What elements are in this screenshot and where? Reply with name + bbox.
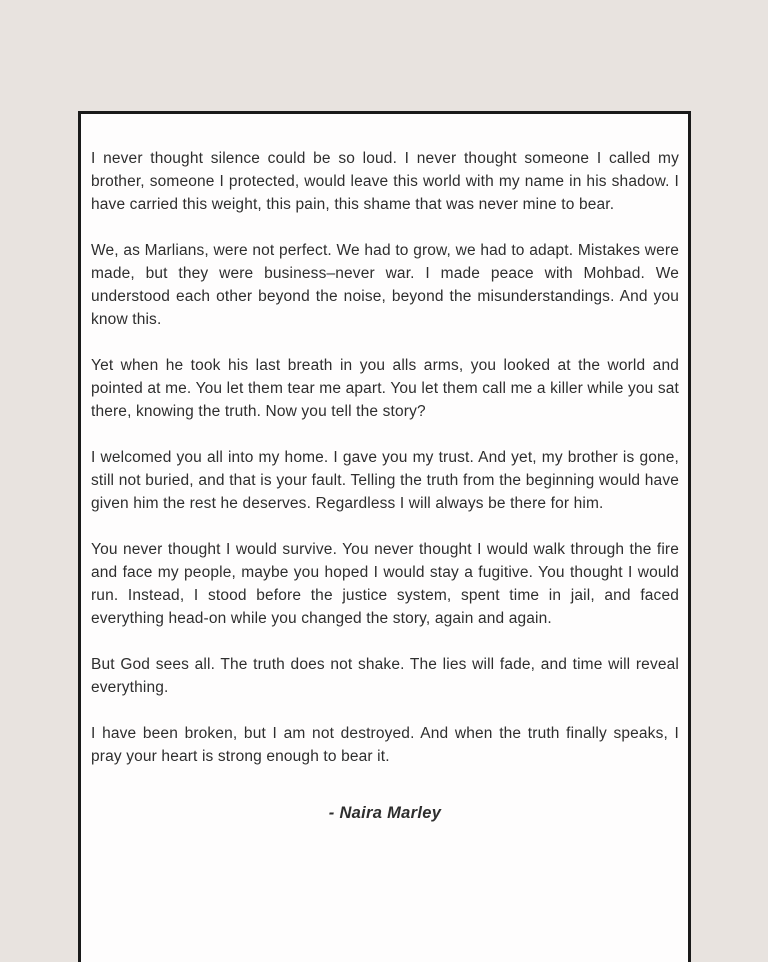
letter-paragraph: I never thought silence could be so loud. I never thought someone I called my brother, someone I protected, would leave this world with my name in his shadow. I have carried this weight, this pain, this shame that was never mine to bear. [91,150,679,213]
letter-paragraph: Yet when he took his last breath in you alls arms, you looked at the world and pointed at me. You let them tear me apart. You let them call me a killer while you sat there, knowing the truth. Now you tell the story? [91,357,679,420]
letter-paragraph: I welcomed you all into my home. I gave you my trust. And yet, my brother is gone, still not buried, and that is your fault. Telling the truth from the beginning would have given him the rest he deserves. Regardless I will always be there for him. [91,449,679,512]
signature: - Naira Marley [328,804,442,822]
letter-paragraph: But God sees all. The truth does not shake. The lies will fade, and time will reveal everything. [91,656,679,696]
letter-paragraph: I have been broken, but I am not destroyed. And when the truth finally speaks, I pray your heart is strong enough to bear it. [91,725,679,765]
letter-paragraph: We, as Marlians, were not perfect. We had to grow, we had to adapt. Mistakes were made, but they were business–never war. I made peace with Mohbad. We understood each other beyond the noise, beyond the misunderstandings. And you know this. [91,242,679,328]
letter-card [78,111,691,962]
letter-paragraph: You never thought I would survive. You never thought I would walk through the fire and face my people, maybe you hoped I would stay a fugitive. You thought I would run. Instead, I stood before the justice system, spent time in jail, and faced everything head-on while you changed the story, again and again. [91,541,679,627]
letter-body [81,114,688,823]
